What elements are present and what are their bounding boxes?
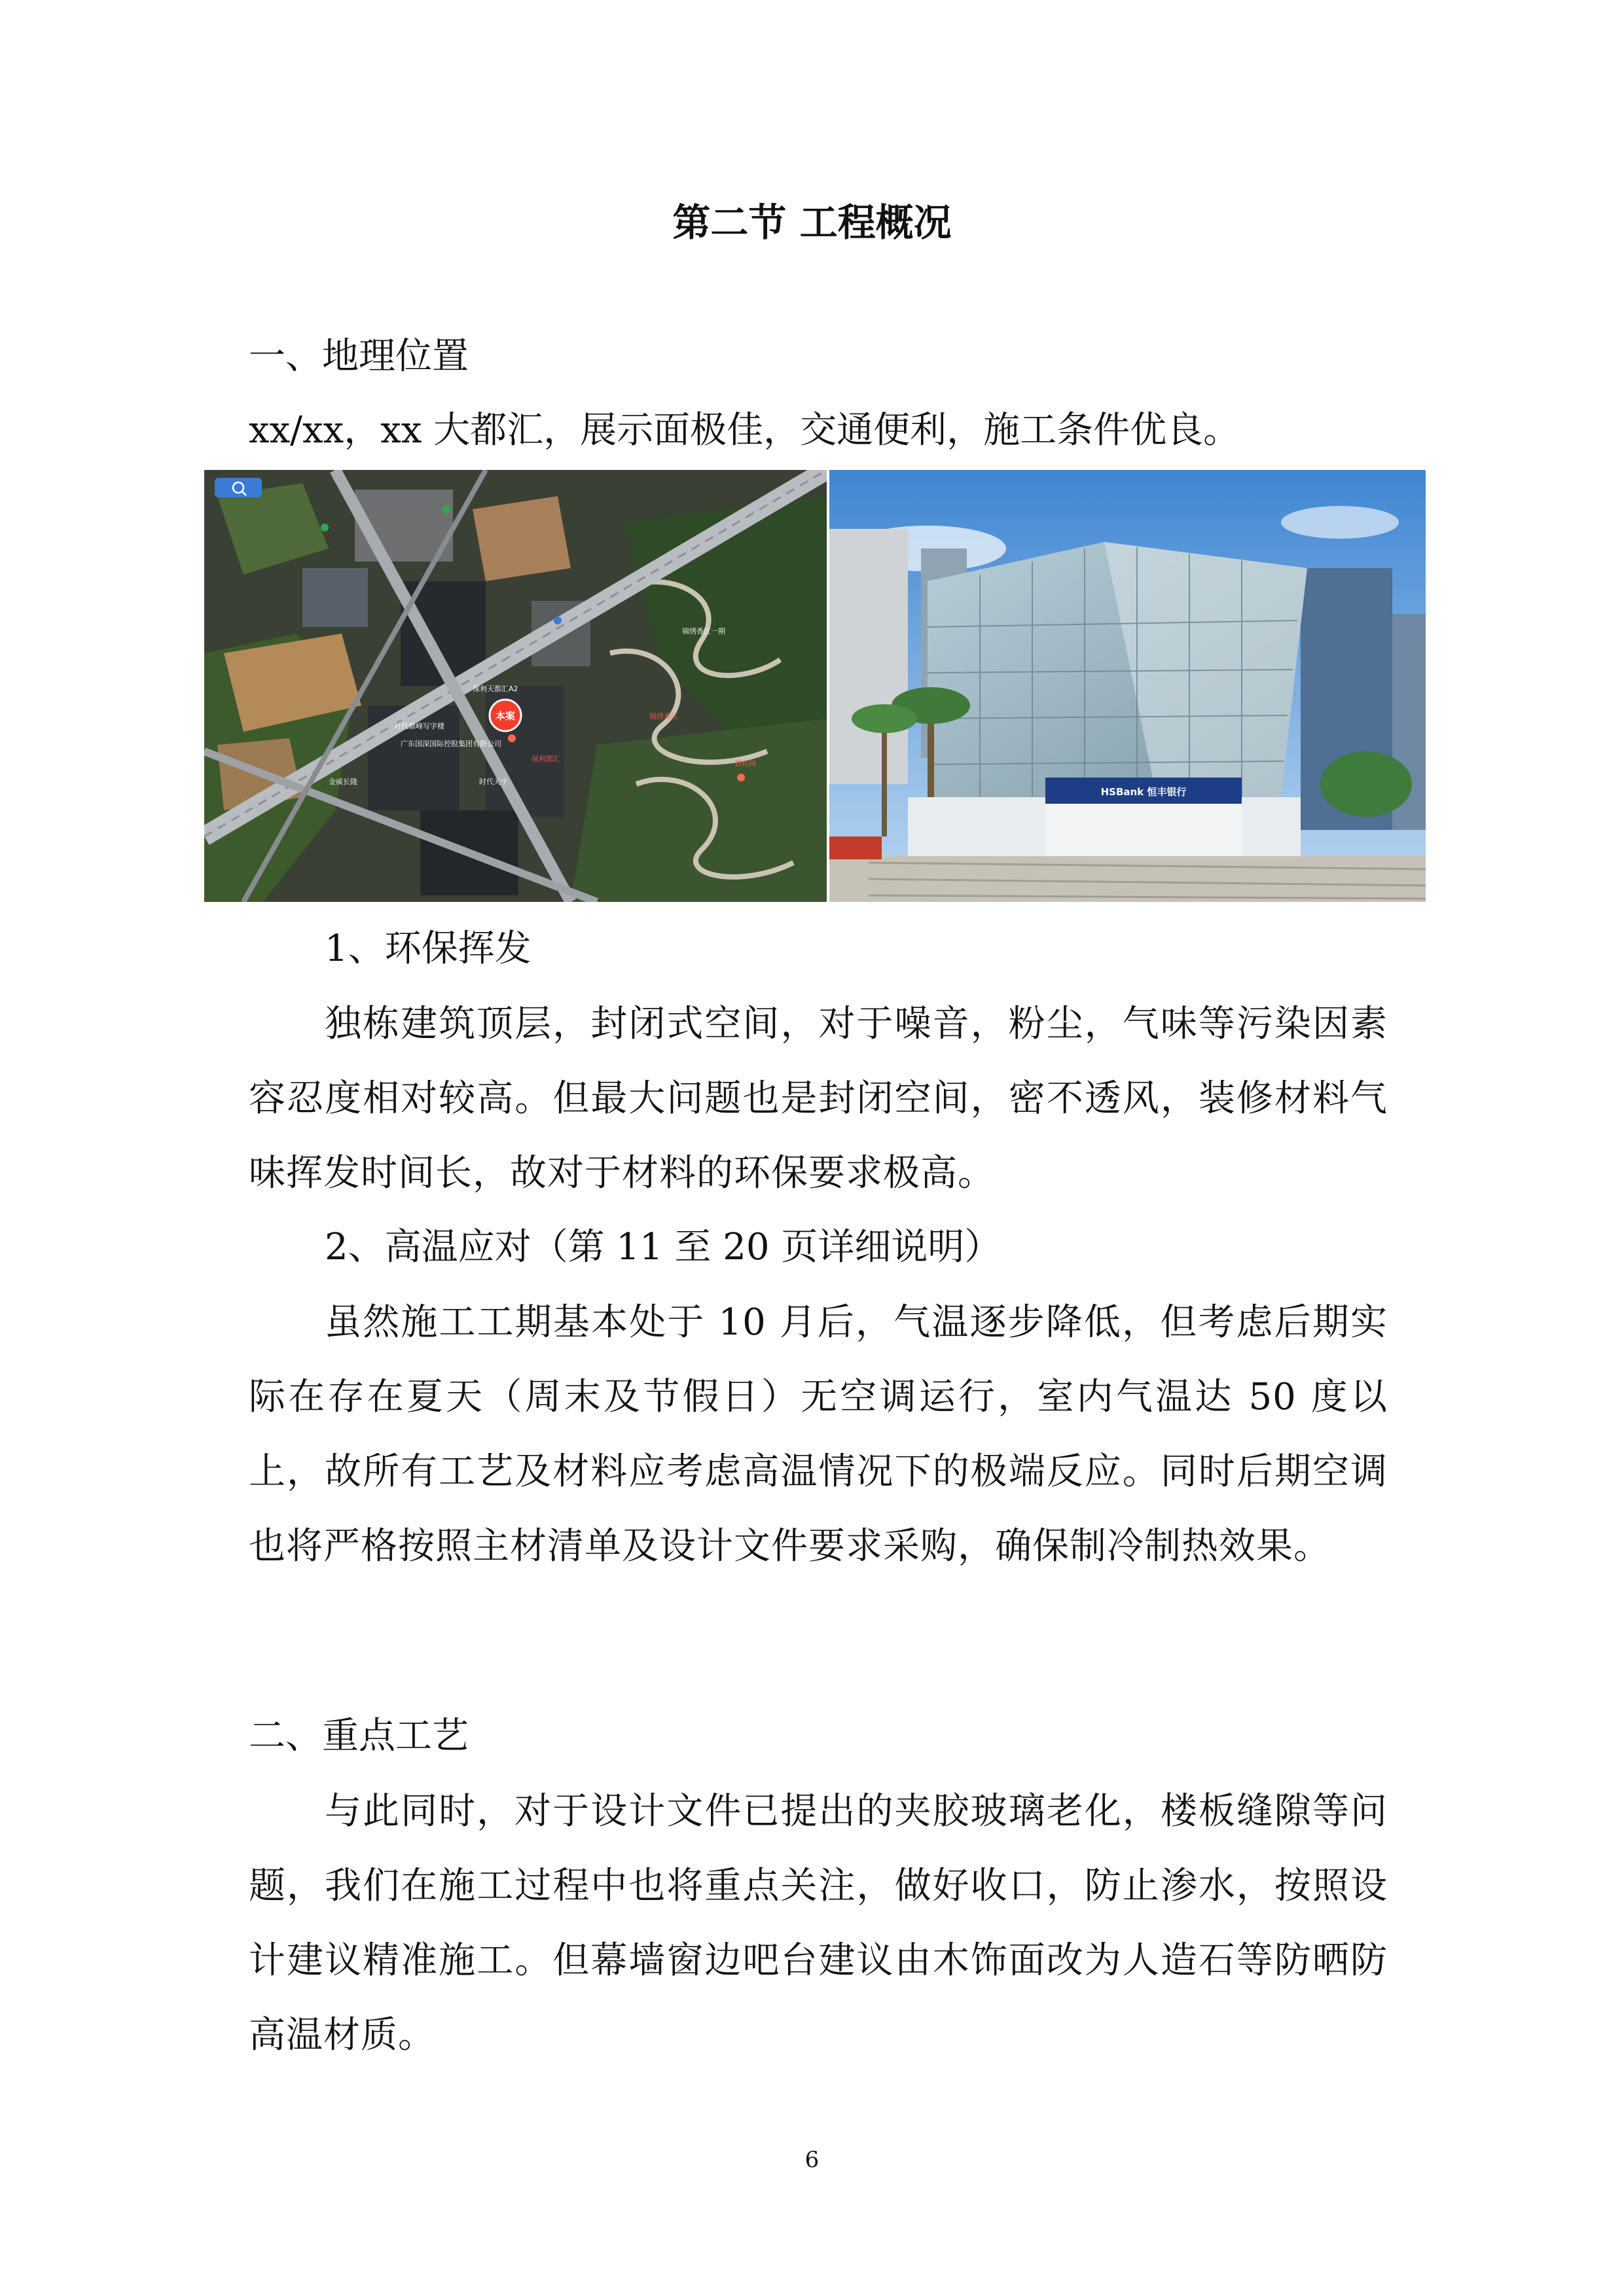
item-heading-environmental: 1、环保挥发 [325,927,532,970]
location-intro: xx/xx，xx 大都汇，展示面极佳，交通便利，施工条件优良。 [249,409,1240,452]
map-label: 锦绣香江一期 [682,627,725,636]
map-label: 保利都汇 [532,755,560,763]
item-heading-high-temperature: 2、高温应对（第 11 至 20 页详细说明） [325,1226,1001,1268]
project-pin-label: 本案 [495,710,516,722]
map-label: 锦绣香江 [649,712,678,721]
bank-sign-text: HSBank 恒丰银行 [1100,786,1187,798]
map-label: 保利天都汇A2 [473,685,518,693]
building-photo-image [829,470,1426,902]
item-body-environmental: 独栋建筑顶层，封闭式空间，对于噪音，粉尘，气味等污染因素容忍度相对较高。但最大问题也是封闭空间，密不透风，装修材料气味挥发时间长，故对于材料的环保要求极高。 [249,1003,1388,1194]
location-images [204,470,1426,902]
map-label: 碧桂园 [734,759,756,768]
page-number: 6 [804,2147,820,2173]
page-title: 第二节 工程概况 [672,200,952,245]
satellite-map-image [204,470,827,902]
map-label: 时代天宇 [479,778,508,786]
item-body-high-temperature: 虽然施工工期基本处于 10 月后，气温逐步降低，但考虑后期实际在存在夏天（周末及节假日）无空调运行，室内气温达 50 度以上，故所有工艺及材料应考虑高温情况下的极端反应。同时后期空调也将严格按照主材清单及设计文件要求采购，确保制冷制热效果。 [249,1301,1388,1568]
section-heading-location: 一、地理位置 [249,335,469,378]
section-heading-key-processes: 二、重点工艺 [249,1715,469,1757]
map-label: 时代鼎峰写字楼 [394,722,444,730]
map-label: 金威长隆 [329,778,357,786]
section-body-key-processes: 与此同时，对于设计文件已提出的夹胶玻璃老化，楼板缝隙等问题，我们在施工过程中也将重点关注，做好收口，防止渗水，按照设计建议精准施工。但幕墙窗边吧台建议由木饰面改为人造石等防晒防高温材质。 [249,1790,1388,2056]
map-label: 广东国深国际控股集团有限公司 [401,740,501,748]
